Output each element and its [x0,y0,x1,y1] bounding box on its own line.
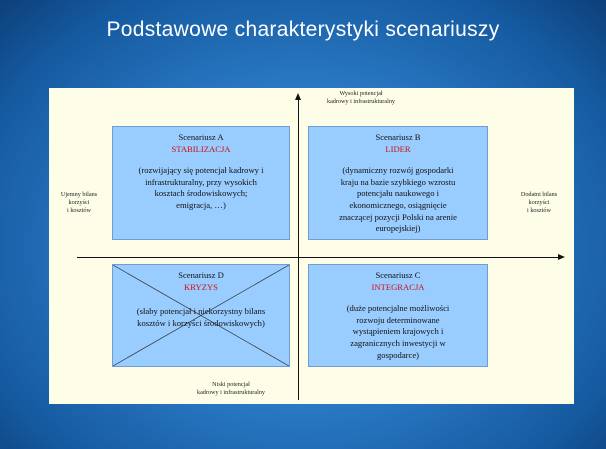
scenario-c-code: INTEGRACJA [371,281,425,292]
scenario-a-box [112,126,290,240]
axis-label-left-line: Ujemny bilans [60,191,98,198]
scenario-a-desc-line: emigracja, …) [176,199,226,210]
axis-label-right-line: korzyści [528,199,550,207]
axis-label-left [51,191,107,215]
scenario-b-code: LIDER [385,143,411,154]
axis-label-bottom-line: kadrowy i infrastrukturalny [196,389,266,397]
axis-label-bottom [169,381,293,397]
axis-label-top-line: Wysoki potencjał [339,90,383,97]
scenario-c-desc-line: (duże potencjalne możliwości [346,303,450,314]
axis-label-right-line: i kosztów [527,207,551,215]
scenario-b-box [308,126,488,240]
scenario-d-code: KRYZYS [184,281,218,292]
axis-label-left-line: korzyści [68,199,90,207]
scenario-c-description [309,303,487,361]
slide-title: Podstawowe charakterystyki scenariuszy [106,18,500,41]
vertical-axis [298,98,299,400]
scenario-d-desc-line: kosztów i korzyści środowiskowych) [137,317,265,328]
scenario-d-box [112,264,290,367]
scenario-d-name: Scenariusz D [178,270,224,280]
scenario-a-name: Scenariusz A [178,132,224,142]
scenario-c-desc-line: rozwoju determinowane [356,314,440,325]
scenario-a-code: STABILIZACJA [171,143,231,154]
scenario-a-desc-line: kosztach środowiskowych; [154,188,248,199]
scenario-b-desc-line: ekonomicznego, osiągnięcie [349,199,447,210]
scenario-c-box [308,264,488,367]
scenario-d-description [113,306,289,329]
scenario-b-desc-line: europejskiej) [375,223,421,234]
scenario-matrix [49,88,574,404]
scenario-c-desc-line: zagranicznych inwestycji w [350,337,446,348]
axis-label-left-line: i kosztów [67,207,91,215]
axis-label-top [301,90,421,106]
scenario-b-description [309,165,487,235]
scenario-b-name: Scenariusz B [375,132,421,142]
horizontal-axis [77,257,559,258]
scenario-a-desc-line: infrastrukturalny, przy wysokich [145,176,257,187]
axis-label-right [511,191,567,215]
scenario-c-desc-line: wystąpieniem krajowych i [352,326,444,337]
axis-label-right-line: Dodatni bilans [520,191,558,198]
scenario-c-name: Scenariusz C [375,270,421,280]
scenario-b-desc-line: (dynamiczny rozwój gospodarki [342,165,454,176]
axis-label-top-line: kadrowy i infrastrukturalny [326,98,396,106]
scenario-b-desc-line: potencjału naukowego i [356,188,440,199]
scenario-c-desc-line: gospodarce) [377,349,419,360]
scenario-b-desc-line: znaczącej pozycji Polski na arenie [339,211,457,222]
scenario-a-desc-line: (rozwijający się potencjał kadrowy i [138,165,264,176]
scenario-b-desc-line: kraju na bazie szybkiego wzrostu [340,176,456,187]
scenario-a-description [113,165,289,211]
axis-label-bottom-line: Niski potencjał [212,381,250,388]
scenario-d-desc-line: (słaby potencjał i niekorzystny bilans [136,306,266,317]
horizontal-axis-arrow [558,254,565,260]
